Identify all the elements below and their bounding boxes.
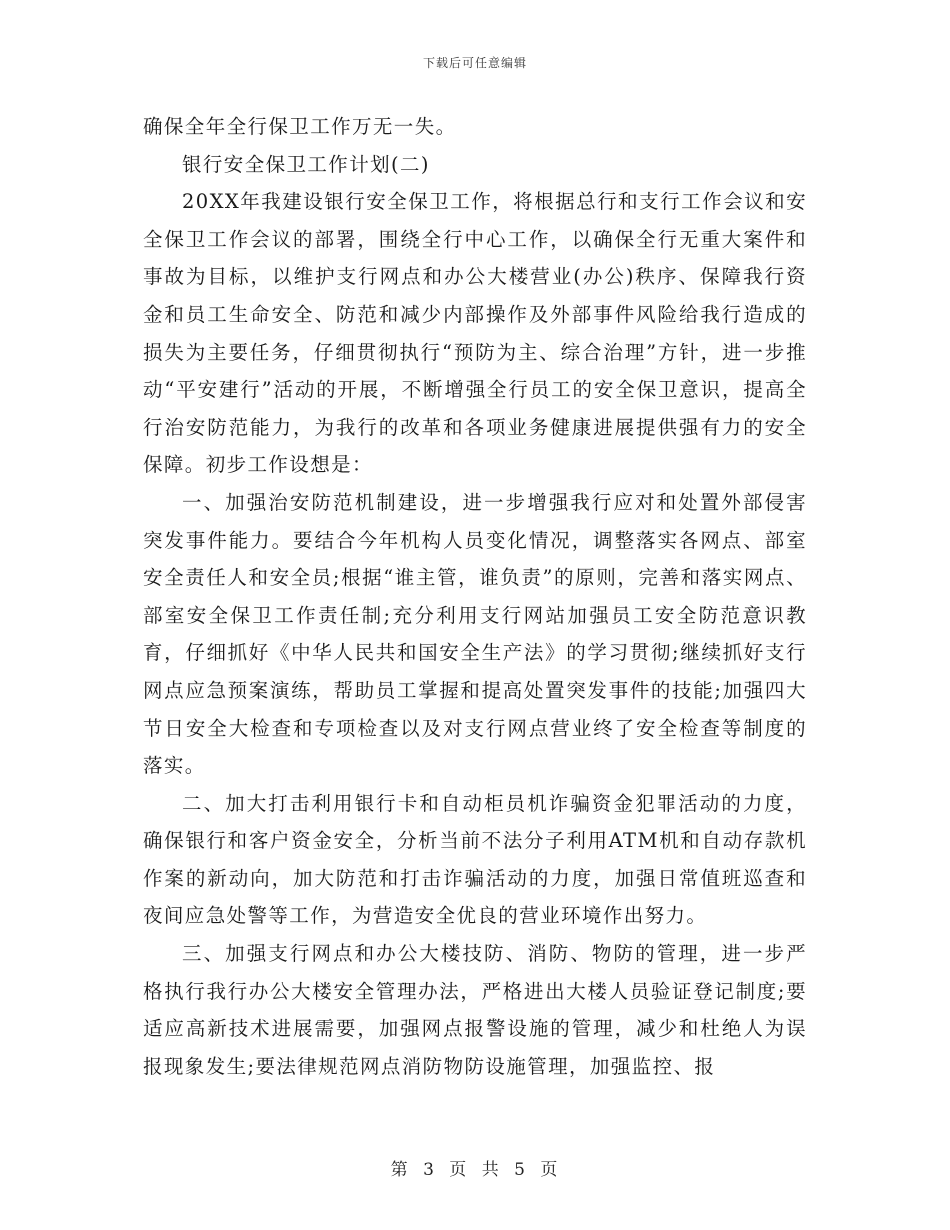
paragraph-3: 三、加强支行网点和办公大楼技防、消防、物防的管理，进一步严格执行我行办公大楼安全管理办法，严格进出大楼人员验证登记制度;要适应高新技术进展需要，加强网点报警设施的管理，减少和杜绝人为误报现象发生;要法律规范网点消防物防设施管理，加强监控、报 <box>143 942 807 1078</box>
paragraph-intro: 20XX年我建设银行安全保卫工作，将根据总行和支行工作会议和安全保卫工作会议的部署，围绕全行中心工作，以确保全行无重大案件和事故为目标，以维护支行网点和办公大楼营业(办公)秩序、保障我行资金和员工生命安全、防范和减少内部操作及外部事件风险给我行造成的损失为主要任务，仔细贯彻执行“预防为主、综合治理”方针，进一步推动“平安建行”活动的开展，不断增强全行员工的安全保卫意识，提高全行治安防范能力，为我行的改革和各项业务健康进展提供强有力的安全保障。初步工作设想是： <box>143 190 807 477</box>
lead-line: 确保全年全行保卫工作万无一失。 <box>143 115 457 138</box>
section-title: 银行安全保卫工作计划(二) <box>182 152 430 176</box>
page-header: 下载后可任意编辑 <box>422 56 527 70</box>
paragraph-2: 二、加大打击利用银行卡和自动柜员机诈骗资金犯罪活动的力度，确保银行和客户资金安全，分析当前不法分子利用ATM机和自动存款机作案的新动向，加大防范和打击诈骗活动的力度，加强日常值班巡查和夜间应急处警等工作，为营造安全优良的营业环境作出努力。 <box>143 791 807 928</box>
paragraph-1: 一、加强治安防范机制建设，进一步增强我行应对和处置外部侵害突发事件能力。要结合今年机构人员变化情况，调整落实各网点、部室安全责任人和安全员;根据“谁主管，谁负责”的原则，完善和落实网点、部室安全保卫工作责任制;充分利用支行网站加强员工安全防范意识教育，仔细抓好《中华人民共和国安全生产法》的学习贯彻;继续抓好支行网点应急预案演练，帮助员工掌握和提高处置突发事件的技能;加强四大节日安全大检查和专项检查以及对支行网点营业终了安全检查等制度的落实。 <box>143 490 807 778</box>
document-body <box>143 108 807 1085</box>
page-footer: 第 3 页 共 5 页 <box>390 1160 560 1180</box>
